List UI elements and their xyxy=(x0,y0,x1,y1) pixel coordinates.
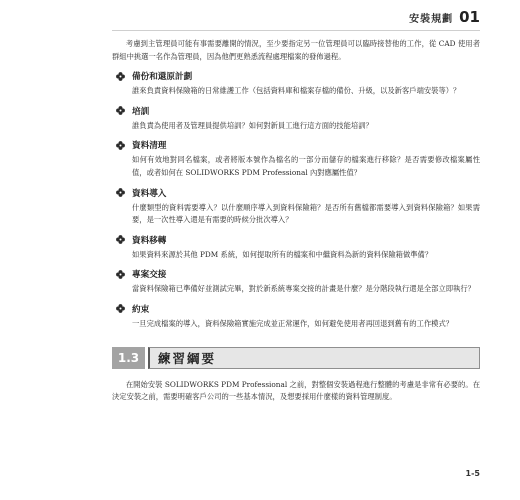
intro-paragraph: 考慮到主管理員可能有事需要離開的情況，至少要指定另一位管理員可以臨時接替他的工作，從 CAD 使用者群組中挑選一名作為管理員，因為他們更熟悉流程處理檔案的發佈過程。 xyxy=(112,39,480,61)
flower-bullet-icon xyxy=(116,235,125,244)
flower-bullet-icon xyxy=(116,304,125,313)
section-constraints xyxy=(112,303,480,331)
section-text: 一旦完成檔案的導入，資料保險箱實施完成並正常運作，如何避免使用者再回退到舊有的工作模式？ xyxy=(132,318,454,328)
page-number: 1-5 xyxy=(465,469,480,478)
flower-bullet-icon xyxy=(116,141,125,150)
section-text: 誰來負責資料保險箱的日常維護工作（包括資料庫和檔案存檔的備份、升級，以及新客戶端安裝等）？ xyxy=(132,86,461,96)
section-text: 什麼類型的資料需要導入？以什麼順序導入到資料保險箱？是否所有舊檔都需要導入到資料保險箱？如果需要，是一次性導入還是有需要的時候分批次導入？ xyxy=(132,202,480,225)
section-title: 資料清理 xyxy=(132,141,167,152)
section-title: 專案交接 xyxy=(132,270,167,281)
section-heading xyxy=(112,347,480,369)
flower-bullet-icon xyxy=(116,72,125,81)
flower-bullet-icon xyxy=(116,188,125,197)
running-header xyxy=(409,8,480,26)
section-project-handover xyxy=(112,268,480,296)
section-title: 資料移轉 xyxy=(132,235,167,246)
section-heading-paragraph: 在開始安裝 SOLIDWORKS PDM Professional 之前，對整個安裝過程進行整體的考慮是非常有必要的。在決定安裝之前，需要明確客戶公司的一些基本情況，及想要採用什麼樣的資料管理制度。 xyxy=(112,379,480,402)
flower-bullet-icon xyxy=(116,270,125,279)
section-text: 如何有效地對同名檔案，或者將版本號作為檔名的一部分而儲存的檔案進行移除？是否需要修改檔案屬性值，或者如何在 SOLIDWORKS PDM Professional 內對應屬性值？ xyxy=(132,155,480,177)
section-text: 誰負責為使用者及管理員提供培訓？如何對新員工進行這方面的技能培訓？ xyxy=(132,120,373,130)
section-backup xyxy=(112,70,480,98)
section-title: 備份和還原計劃 xyxy=(132,72,193,83)
section-heading-title: 練習綱要 xyxy=(148,347,480,369)
flower-bullet-icon xyxy=(116,106,125,115)
section-training xyxy=(112,105,480,133)
page-content xyxy=(112,38,480,404)
section-title: 約束 xyxy=(132,304,150,315)
section-data-migration xyxy=(112,234,480,262)
header-divider xyxy=(112,30,480,31)
section-data-cleanup xyxy=(112,139,480,179)
section-text: 當資料保險箱已準備好並測試完畢，對於新系統專案交接的計畫是什麼？是分階段執行還是全部立即執行？ xyxy=(132,284,475,294)
chapter-number: 01 xyxy=(459,8,480,26)
section-title: 資料導入 xyxy=(132,188,167,199)
section-data-import xyxy=(112,187,480,227)
section-text: 如果資料來源於其他 PDM 系統，如何提取所有的檔案和中繼資料為新的資料保險箱做準備？ xyxy=(132,249,433,259)
chapter-title: 安裝規劃 xyxy=(409,13,454,25)
section-heading-number: 1.3 xyxy=(112,347,145,369)
section-title: 培訓 xyxy=(132,106,150,117)
